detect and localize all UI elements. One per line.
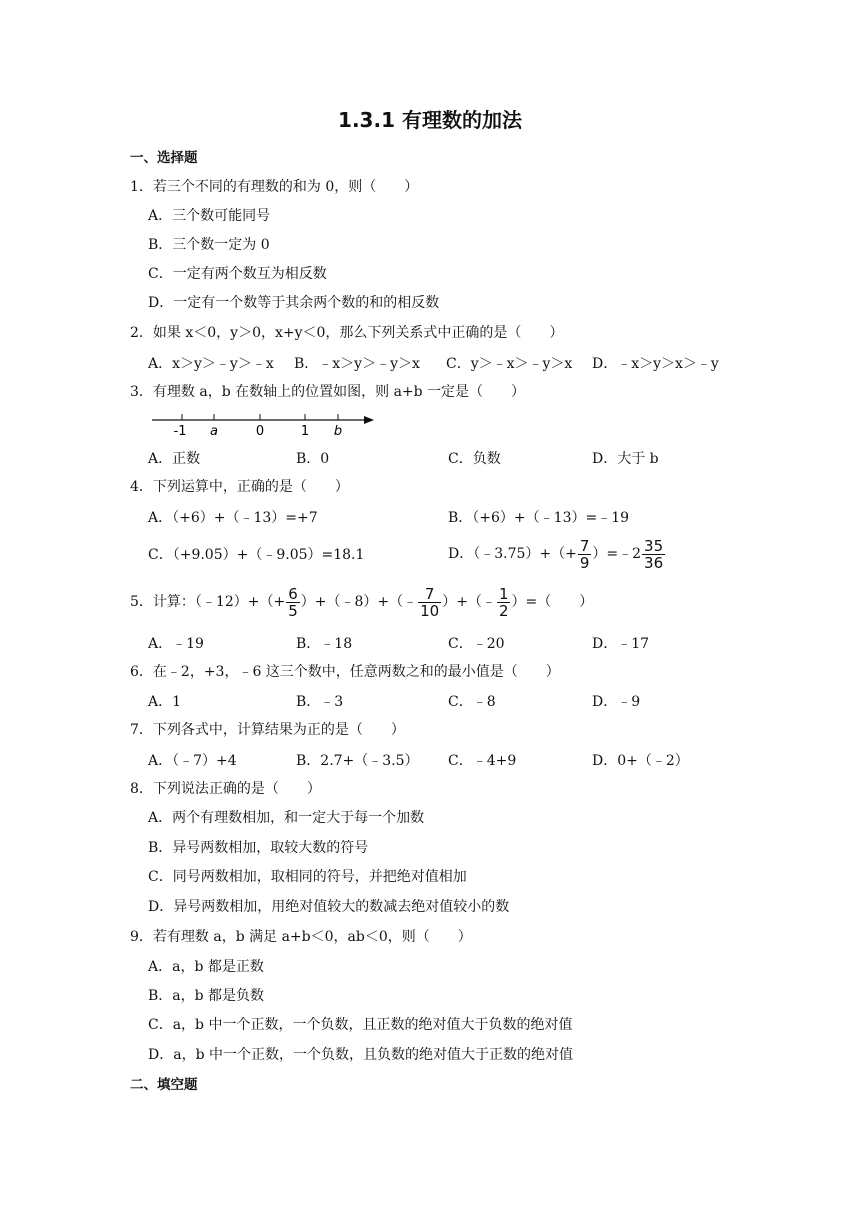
fraction-six-fifths (286, 586, 300, 619)
question-1-option-b[interactable]: B．三个数一定为 0 (148, 237, 270, 253)
question-2-stem: 2．如果 x＜0，y＞0，x+y＜0，那么下列关系式中正确的是（ ） (130, 325, 564, 341)
question-7-option-b[interactable]: B．2.7+（﹣3.5） (296, 753, 419, 769)
question-5-text-3: ）+（﹣ (442, 594, 496, 610)
fraction-one-half (497, 586, 511, 619)
question-4-option-a[interactable]: A．（+6）+（﹣13）=+7 (148, 510, 318, 526)
question-5-option-d[interactable]: D．﹣17 (592, 636, 650, 652)
question-8-option-d[interactable]: D．异号两数相加，用绝对值较大的数减去绝对值较小的数 (148, 899, 510, 915)
question-4-option-d[interactable] (448, 536, 666, 572)
fraction-numerator: 7 (579, 536, 590, 555)
fraction-denominator: 2 (498, 601, 509, 620)
question-9-option-b[interactable]: B．a，b 都是负数 (148, 988, 265, 1004)
question-2-option-c[interactable]: C．y＞﹣x＞﹣y＞x (446, 356, 573, 372)
fraction-denominator: 10 (420, 601, 440, 620)
question-6-option-d[interactable]: D．﹣9 (592, 694, 641, 710)
section-heading-fill-in: 二、填空题 (130, 1077, 198, 1093)
question-1-option-c[interactable]: C．一定有两个数互为相反数 (148, 266, 327, 282)
question-4-option-d-middle: ）=﹣2 (592, 546, 642, 562)
fraction-seven-tenths (418, 586, 441, 619)
axis-label-one: 1 (300, 424, 310, 439)
question-4-option-c[interactable]: C．（+9.05）+（﹣9.05）=18.1 (148, 547, 365, 563)
question-7-options (148, 750, 848, 770)
question-6-option-b[interactable]: B．﹣3 (296, 694, 344, 710)
question-3-stem: 3．有理数 a，b 在数轴上的位置如图，则 a+b 一定是（ ） (130, 384, 526, 400)
question-3-option-a[interactable]: A．正数 (148, 451, 201, 467)
number-line-arrow (364, 416, 374, 424)
axis-label-neg-one: -1 (173, 424, 187, 439)
question-8-option-c[interactable]: C．同号两数相加，取相同的符号，并把绝对值相加 (148, 869, 467, 885)
question-8-option-b[interactable]: B．异号两数相加，取较大数的符号 (148, 840, 369, 856)
question-3-option-b[interactable]: B．0 (296, 451, 330, 467)
question-9-option-c[interactable]: C．a，b 中一个正数，一个负数，且正数的绝对值大于负数的绝对值 (148, 1017, 573, 1033)
question-7-option-a[interactable]: A．（﹣7）+4 (148, 753, 237, 769)
question-9-option-a[interactable]: A．a，b 都是正数 (148, 959, 264, 975)
question-2-option-b[interactable]: B．﹣x＞y＞﹣y＞x (294, 356, 420, 372)
number-line-figure (150, 410, 380, 440)
question-5-text-1: 5．计算：（﹣12）+（+ (130, 594, 286, 610)
question-7-option-d[interactable]: D．0+（﹣2） (592, 753, 689, 769)
question-1-stem: 1．若三个不同的有理数的和为 0，则（ ） (130, 179, 419, 195)
question-3-option-c[interactable]: C．负数 (448, 451, 501, 467)
question-2-option-a[interactable]: A．x＞y＞﹣y＞﹣x (148, 356, 274, 372)
question-5-options (148, 633, 848, 653)
fraction-numerator: 7 (418, 586, 441, 603)
fraction-thirtyfive-thirtysixths (642, 538, 665, 571)
question-2-options (148, 353, 848, 373)
fraction-denominator: 9 (579, 553, 590, 572)
question-5-stem (130, 584, 593, 620)
question-3-option-d[interactable]: D．大于 b (592, 451, 659, 467)
question-2-option-d[interactable]: D．﹣x＞y＞x＞﹣y (592, 356, 719, 372)
question-5-text-2: ）+（﹣8）+（﹣ (300, 594, 418, 610)
section-heading-choice: 一、选择题 (130, 150, 198, 166)
question-8-stem: 8．下列说法正确的是（ ） (130, 781, 321, 797)
question-7-stem: 7．下列各式中，计算结果为正的是（ ） (130, 722, 405, 738)
axis-label-a: a (210, 424, 218, 439)
question-6-options (148, 691, 848, 711)
question-5-option-a[interactable]: A．﹣19 (148, 636, 204, 652)
fraction-numerator: 35 (644, 536, 664, 555)
question-5-option-c[interactable]: C．﹣20 (448, 636, 505, 652)
question-4-option-b[interactable]: B．（+6）+（﹣13）=﹣19 (448, 510, 630, 526)
fraction-numerator: 6 (288, 584, 298, 603)
fraction-denominator: 5 (288, 601, 298, 620)
question-8-option-a[interactable]: A．两个有理数相加，和一定大于每一个加数 (148, 810, 425, 826)
question-6-stem: 6．在﹣2，+3，﹣6 这三个数中，任意两数之和的最小值是（ ） (130, 664, 560, 680)
question-6-option-c[interactable]: C．﹣8 (448, 694, 496, 710)
question-3-options (148, 448, 848, 468)
question-4-option-d-prefix: D．（﹣3.75）+（+ (448, 546, 577, 562)
question-5-text-4: ）=（ ） (511, 594, 594, 610)
fraction-numerator: 1 (498, 584, 509, 603)
question-9-option-d[interactable]: D．a，b 中一个正数，一个负数，且负数的绝对值大于正数的绝对值 (148, 1047, 573, 1063)
fraction-denominator: 36 (644, 553, 664, 572)
question-1-option-a[interactable]: A．三个数可能同号 (148, 208, 271, 224)
question-7-option-c[interactable]: C．﹣4+9 (448, 753, 517, 769)
question-6-option-a[interactable]: A．1 (148, 694, 182, 710)
question-4-stem: 4．下列运算中，正确的是（ ） (130, 479, 349, 495)
axis-label-zero: 0 (255, 424, 265, 439)
page-title: 1.3.1 有理数的加法 (338, 108, 522, 132)
question-4-options-row-1 (148, 507, 848, 527)
fraction-seven-ninths (578, 538, 592, 571)
question-1-option-d[interactable]: D．一定有一个数等于其余两个数的和的相反数 (148, 295, 440, 311)
axis-label-b: b (333, 424, 343, 439)
question-9-stem: 9．若有理数 a，b 满足 a+b＜0，ab＜0，则（ ） (130, 929, 472, 945)
question-5-option-b[interactable]: B．﹣18 (296, 636, 353, 652)
